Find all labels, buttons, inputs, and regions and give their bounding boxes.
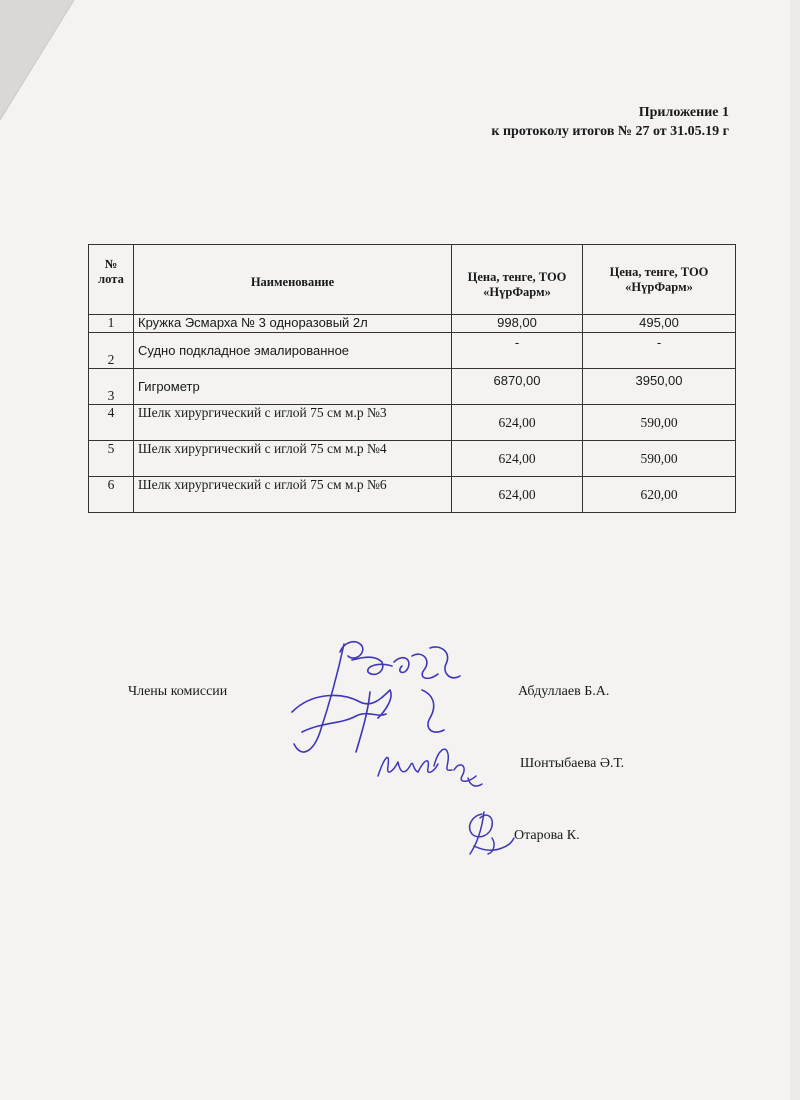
cell-price-1: 624,00 — [452, 441, 583, 477]
cell-price-1: 624,00 — [452, 405, 583, 441]
cell-price-2: 590,00 — [583, 405, 736, 441]
cell-price-2: 590,00 — [583, 441, 736, 477]
cell-price-1: 624,00 — [452, 477, 583, 513]
cell-lot-number: 1 — [89, 315, 134, 333]
protocol-reference: к протоколу итогов № 27 от 31.05.19 г — [491, 124, 729, 139]
member-name-2: Шонтыбаева Ә.Т. — [520, 756, 625, 771]
member-name-3: Отарова К. — [514, 828, 580, 843]
signature-2 — [372, 736, 492, 796]
member-name-1: Абдуллаев Б.А. — [518, 684, 610, 699]
cell-price-2: 620,00 — [583, 477, 736, 513]
cell-lot-number: 2 — [89, 333, 134, 369]
column-header-lot: № лота — [89, 245, 134, 315]
table-row — [89, 315, 736, 333]
column-header-name: Наименование — [134, 245, 452, 315]
cell-item-name: Шелк хирургический с иглой 75 см м.р №6 — [134, 477, 452, 513]
cell-price-1: 6870,00 — [452, 369, 583, 405]
cell-item-name: Шелк хирургический с иглой 75 см м.р №3 — [134, 405, 452, 441]
cell-item-name: Кружка Эсмарха № 3 одноразовый 2л — [134, 315, 452, 333]
commission-members-label: Члены комиссии — [128, 684, 228, 699]
column-header-price-2: Цена, тенге, ТОО «НүрФарм» — [583, 245, 736, 315]
cell-price-2: 3950,00 — [583, 369, 736, 405]
cell-price-2: 495,00 — [583, 315, 736, 333]
cell-price-2: - — [583, 333, 736, 369]
cell-item-name: Шелк хирургический с иглой 75 см м.р №4 — [134, 441, 452, 477]
table-row — [89, 477, 736, 513]
table-row — [89, 333, 736, 369]
cell-item-name: Гигрометр — [134, 369, 452, 405]
cell-lot-number: 5 — [89, 441, 134, 477]
lots-table — [88, 244, 736, 513]
cell-price-1: 998,00 — [452, 315, 583, 333]
table-header-row — [89, 245, 736, 315]
signature-3 — [458, 808, 518, 860]
cell-price-1: - — [452, 333, 583, 369]
cell-item-name: Судно подкладное эмалированное — [134, 333, 452, 369]
cell-lot-number: 4 — [89, 405, 134, 441]
table-row — [89, 369, 736, 405]
appendix-title: Приложение 1 — [638, 105, 729, 120]
document-header — [491, 103, 729, 141]
table-row — [89, 441, 736, 477]
column-header-price-1: Цена, тенге, ТОО «НүрФарм» — [452, 245, 583, 315]
cell-lot-number: 3 — [89, 369, 134, 405]
table-row — [89, 405, 736, 441]
cell-lot-number: 6 — [89, 477, 134, 513]
